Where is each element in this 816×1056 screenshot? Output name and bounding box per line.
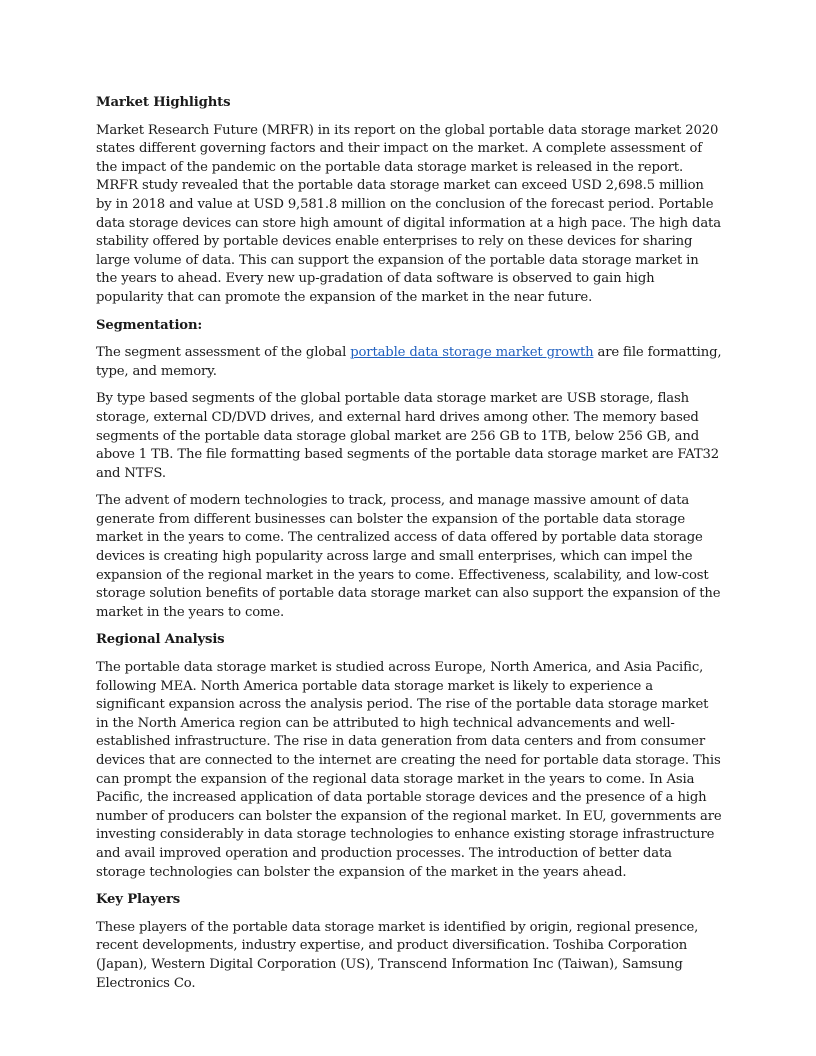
segmentation-intro-before: The segment assessment of the global xyxy=(96,345,351,361)
document-page xyxy=(96,94,722,1002)
paragraph-segmentation-drivers: The advent of modern technologies to track, process, and manage massive amount of data generate from different businesses can bolster the expansion of the portable data storage market in the years to come. The centralized access of data offered by portable data storage devices is creating high popularity across large and small enterprises, which can impel the expansion of the regional market in the years to come. Effectiveness, scalability, and low-cost storage solution benefits of portable data storage market can also support the expansion of the market in the years to come. xyxy=(96,493,721,620)
paragraph-market-highlights: Market Research Future (MRFR) in its report on the global portable data storage market 2020 states different governing factors and their impact on the market. A complete assessment of the impact of the pandemic on the portable data storage market is released in the report. MRFR study revealed that the portable data storage market can exceed USD 2,698.5 million by in 2018 and value at USD 9,581.8 million on the conclusion of the forecast period. Portable data storage devices can store high amount of digital information at a high pace. The high data stability offered by portable devices enable enterprises to rely on these devices for sharing large volume of data. This can support the expansion of the portable data storage market in the years to ahead. Every new up-gradation of data software is observed to gain high popularity that can promote the expansion of the market in the near future. xyxy=(96,122,721,305)
paragraph-key-players: These players of the portable data storage market is identified by origin, regional presence, recent developments, industry expertise, and product diversification. Toshiba Corporation (Japan), Western Digital Corporation (US), Transcend Information Inc (Taiwan), Samsung Electronics Co. xyxy=(96,919,699,991)
paragraph-segmentation-intro xyxy=(96,344,722,381)
heading-segmentation: Segmentation: xyxy=(96,317,203,333)
heading-regional-analysis: Regional Analysis xyxy=(96,632,225,648)
heading-market-highlights: Market Highlights xyxy=(96,95,231,110)
segmentation-intro-after: are file formatting, type, and memory. xyxy=(96,345,722,379)
heading-key-players: Key Players xyxy=(96,892,181,908)
paragraph-regional-analysis: The portable data storage market is studied across Europe, North America, and Asia Pacific, following MEA. North America portable data storage market is likely to experience a significant expansion across the analysis period. The rise of the portable data storage market in the North America region can be attributed to high technical advancements and well-established infrastructure. The rise in data generation from data centers and from consumer devices that are connected to the internet are creating the need for portable data storage. This can prompt the expansion of the regional data storage market in the years to come. In Asia Pacific, the increased application of data portable storage devices and the presence of a high number of producers can bolster the expansion of the regional market. In EU, governments are investing considerably in data storage technologies to enhance existing storage infrastructure and avail improved operation and production processes. The introduction of better data storage technologies can bolster the expansion of the market in the years ahead. xyxy=(96,660,722,880)
paragraph-segmentation-types: By type based segments of the global portable data storage market are USB storage, flash storage, external CD/DVD drives, and external hard drives among other. The memory based segments of the portable data storage global market are 256 GB to 1TB, below 256 GB, and above 1 TB. The file formatting based segments of the portable data storage market are FAT32 and NTFS. xyxy=(96,391,720,481)
portable-data-storage-market-growth-link[interactable]: portable data storage market growth xyxy=(350,345,594,361)
